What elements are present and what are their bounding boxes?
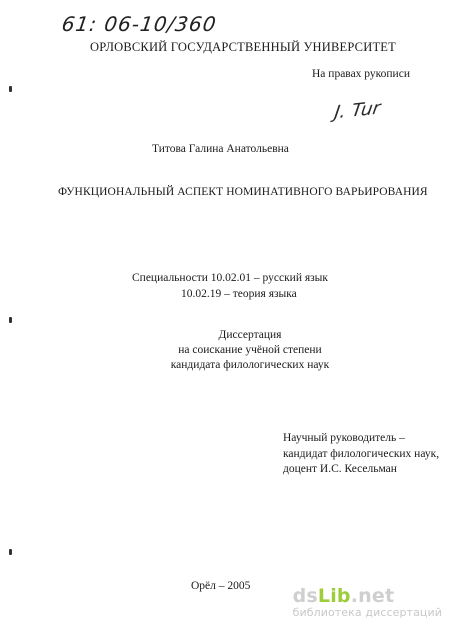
scan-speck xyxy=(9,549,12,555)
degree-purpose: на соискание учёной степени xyxy=(178,344,322,356)
university-name: ОРЛОВСКИЙ ГОСУДАРСТВЕННЫЙ УНИВЕРСИТЕТ xyxy=(90,40,396,54)
advisor-name: доцент И.С. Кесельман xyxy=(283,463,397,475)
dissertation-label: Диссертация xyxy=(218,329,282,341)
manuscript-rights-note: На правах рукописи xyxy=(312,68,410,80)
dissertation-degree-block xyxy=(150,328,350,373)
advisor-label: Научный руководитель – xyxy=(283,432,405,444)
specialty-line-1: Специальности 10.02.01 – русский язык xyxy=(132,272,328,284)
scan-speck xyxy=(9,86,12,92)
city-year: Орёл – 2005 xyxy=(191,580,251,592)
handwritten-signature: J. Tur xyxy=(333,97,382,124)
specialty-line-2: 10.02.19 – теория языка xyxy=(181,288,297,300)
scan-speck xyxy=(9,317,12,323)
degree-name: кандидата филологических наук xyxy=(170,359,330,371)
advisor-degree: кандидат филологических наук, xyxy=(283,447,440,460)
dslib-watermark-logo[interactable] xyxy=(293,586,442,619)
scientific-advisor-block xyxy=(283,431,439,478)
dissertation-title: ФУНКЦИОНАЛЬНЫЙ АСПЕКТ НОМИНАТИВНОГО ВАРЬИРОВАНИЯ xyxy=(58,186,428,198)
handwritten-registry-number: 61: 06-10/360 xyxy=(60,12,219,36)
author-name: Титова Галина Анатольевна xyxy=(152,143,289,155)
dslib-logo-wordmark: dsLib.net xyxy=(292,585,395,607)
dslib-logo-subtitle: библиотека диссертаций xyxy=(292,606,442,619)
